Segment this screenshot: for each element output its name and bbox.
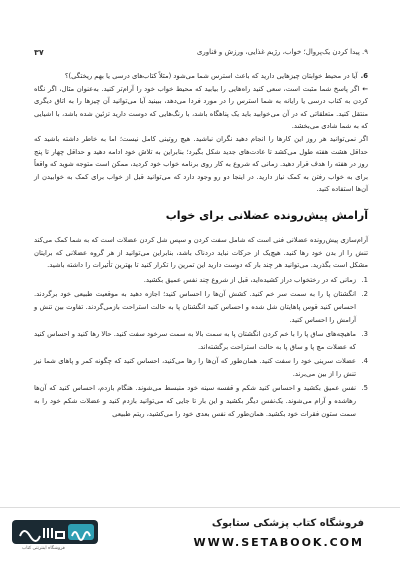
step-number: 3. — [361, 330, 368, 339]
question-number: 6. — [360, 72, 368, 80]
step-text: عضلات سرینی خود را سفت کنید. همان‌طور که آن‌ها را رها می‌کنید، احساس کنید که چگونه کمر و پاهای شما نیز تنش را از بین می‌برند. — [34, 357, 356, 378]
step-number: 1. — [361, 275, 368, 284]
arrow-icon: ← — [362, 84, 368, 93]
question-text: آیا در محیط خوابتان چیزهایی دارید که باعث استرس شما می‌شود (مثلاً کتاب‌های درسی یا بهم ریختگی)؟ — [64, 72, 358, 80]
step-number: 5. — [361, 384, 368, 393]
body-paragraph: اگر نمی‌توانید هر روز این کارها را انجام دهید نگران نباشید. هیچ روتینی کامل نیست؛ اما به خاطر داشته باشید که حداقل هشت هفته طول می‌کشد تا عادت‌های جدید شکل بگیرد؛ بنابراین به تلاش خود ادامه دهید و حداقل چهار تا پنج روز در هفته را هدف قرار دهید. زمانی که شروع به کار روی برنامه خواب خود کردید، ممکن است متوجه شوید که واقعاً برای به خواب رفتن به کمک نیاز دارید. در اینجا دو رو وجود دارد که می‌توانید قبل از خواب برای کمک به خوابیدن از آن‌ها استفاده کنید. — [34, 134, 368, 194]
store-name[interactable]: فروشگاه کتاب پزشکی ستابوک — [211, 518, 364, 529]
step-number: 2. — [361, 290, 368, 299]
answer — [34, 83, 368, 133]
list-item — [34, 355, 368, 380]
step-text: انگشتان پا را به سمت سر خم کنید. کشش آن‌ها را احساس کنید؛ اجازه دهید به موقعیت طبیعی خود برگردند. احساس کنید قوس پاهایتان شل شده و احساس کنید انگشتان پا به حالت استراحت بازمی‌گردند. تفاوت بین تنش و آرامش را احساس کنید. — [34, 290, 356, 324]
list-item — [34, 288, 368, 326]
store-footer — [0, 507, 400, 559]
section-intro: آرام‌سازی پیش‌رونده عضلانی فنی است که شامل سفت کردن و سپس شل کردن عضلات است که به شما کمک می‌کند تنش را از بدن خود رها کنید. هیچ‌یک از حرکات نباید دردناک باشد، بنابراین می‌توانید از هر گروه عضلانی که برایتان مشکل است بگذرید. می‌توانید هر چند بار که دوست دارید این تمرین را تکرار کنید تا بهترین تأثیرات را داشته باشید. — [34, 235, 368, 270]
steps-list — [34, 274, 368, 421]
section-heading: آرامش پیش‌رونده عضلانی برای خواب — [165, 208, 368, 222]
website-link[interactable]: WWW.SETABOOK.COM — [193, 536, 364, 549]
page-header — [34, 46, 368, 58]
logo-tagline: فروشگاه اینترنتی کتاب — [22, 546, 65, 551]
step-number: 4. — [361, 357, 368, 366]
logo-accent — [68, 524, 94, 540]
list-item — [34, 382, 368, 420]
list-item — [34, 328, 368, 353]
chapter-title: ۹. پیدا کردن یک‌پروال؛ خواب، رژیم غذایی، ورزش و فناوری — [196, 48, 368, 56]
page-body — [34, 70, 368, 420]
page-number: ۳۷ — [34, 47, 44, 57]
question — [34, 70, 368, 83]
step-text: زمانی که در رختخواب دراز کشیده‌اید، قبل از شروع چند نفس عمیق بکشید. — [143, 275, 356, 284]
step-text: نفس عمیق بکشید و احساس کنید شکم و قفسه سینه خود منبسط می‌شوند. هنگام بازدم، احساس کنید که آن‌ها رهاشده و آرام می‌شوند. یک‌نفس دیگر بکشید و این بار تا جایی که می‌توانید بازدم کنید و عضلات شکم خود را به سمت ستون فقرات خود بکشید. همان‌طور که نفس بعدی خود را می‌کشید، ریتم طبیعی — [34, 384, 356, 418]
step-text: ماهیچه‌های ساق پا را با خم کردن انگشتان پا به سمت بالا به سمت سرخود سفت کنید. حالا رها کنید و احساس کنید که عضلات مچ پا و ساق پا به حالت استراحت برگشته‌اند. — [34, 330, 356, 351]
list-item — [34, 274, 368, 287]
answer-text: اگر پاسخ شما مثبت است، سعی کنید راه‌هایی را بیابید که محیط خواب خود را آرام‌تر کنید. به‌عنوان مثال، اگر نگاه کردن به کتاب درسی یا رایانه به شما استرس را در مورد فردا می‌دهد، ببینید آیا می‌توانید آن چیزها را به اتاق دیگری منتقل کنید. متعلقاتی که در آن می‌خوابید باید یک پناهگاه باشد، با رنگ‌هایی که دوست دارید تزئین شده باشد، با اشیایی که به شما شادی می‌بخشد. — [34, 84, 368, 131]
